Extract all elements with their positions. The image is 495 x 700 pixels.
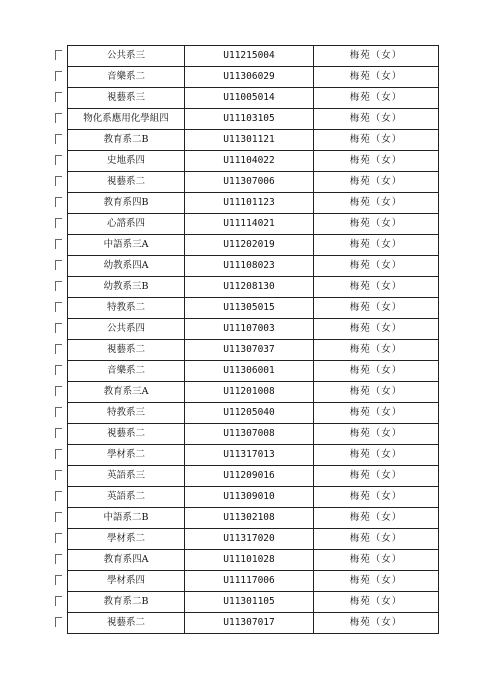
margin-bracket-mark (55, 92, 62, 102)
department-cell: 教育系四A (68, 550, 185, 571)
department-cell: 幼教系三B (68, 277, 185, 298)
department-cell: 教育系四B (68, 193, 185, 214)
student-id-cell: U11215004 (185, 46, 314, 67)
student-id-cell: U11305015 (185, 298, 314, 319)
margin-bracket-mark (55, 554, 62, 564)
department-cell: 中語系二B (68, 508, 185, 529)
margin-bracket-mark (55, 260, 62, 270)
student-id-cell: U11317013 (185, 445, 314, 466)
student-id-cell: U11202019 (185, 235, 314, 256)
student-id-cell: U11101028 (185, 550, 314, 571)
table-row (68, 88, 439, 109)
margin-bracket-mark (55, 281, 62, 291)
dormitory-cell: 梅苑（女） (314, 403, 439, 424)
student-id-cell: U11005014 (185, 88, 314, 109)
margin-bracket-mark (55, 218, 62, 228)
margin-bracket-mark (55, 407, 62, 417)
table-row (68, 214, 439, 235)
department-cell: 教育系二B (68, 592, 185, 613)
dormitory-cell: 梅苑（女） (314, 466, 439, 487)
table-row (68, 256, 439, 277)
department-cell: 教育系二B (68, 130, 185, 151)
dormitory-cell: 梅苑（女） (314, 298, 439, 319)
roster-body (68, 46, 439, 634)
margin-bracket-mark (55, 155, 62, 165)
department-cell: 公共系三 (68, 46, 185, 67)
margin-bracket-mark (55, 596, 62, 606)
student-id-cell: U11107003 (185, 319, 314, 340)
dormitory-cell: 梅苑（女） (314, 613, 439, 634)
department-cell: 史地系四 (68, 151, 185, 172)
dormitory-cell: 梅苑（女） (314, 319, 439, 340)
dormitory-cell: 梅苑（女） (314, 46, 439, 67)
student-id-cell: U11317020 (185, 529, 314, 550)
table-row (68, 550, 439, 571)
margin-bracket-mark (55, 50, 62, 60)
dormitory-cell: 梅苑（女） (314, 235, 439, 256)
student-id-cell: U11103105 (185, 109, 314, 130)
department-cell: 視藝系二 (68, 613, 185, 634)
dormitory-cell: 梅苑（女） (314, 361, 439, 382)
student-id-cell: U11205040 (185, 403, 314, 424)
student-id-cell: U11114021 (185, 214, 314, 235)
table-row (68, 382, 439, 403)
table-row (68, 277, 439, 298)
table-row (68, 130, 439, 151)
department-cell: 特教系二 (68, 298, 185, 319)
department-cell: 學材系二 (68, 445, 185, 466)
table-row (68, 340, 439, 361)
dormitory-cell: 梅苑（女） (314, 487, 439, 508)
margin-bracket-mark (55, 491, 62, 501)
dormitory-cell: 梅苑（女） (314, 424, 439, 445)
table-row (68, 445, 439, 466)
dormitory-cell: 梅苑（女） (314, 277, 439, 298)
dormitory-cell: 梅苑（女） (314, 130, 439, 151)
student-id-cell: U11117006 (185, 571, 314, 592)
student-id-cell: U11201008 (185, 382, 314, 403)
dormitory-cell: 梅苑（女） (314, 193, 439, 214)
student-id-cell: U11309010 (185, 487, 314, 508)
table-row (68, 466, 439, 487)
margin-bracket-mark (55, 512, 62, 522)
margin-bracket-mark (55, 470, 62, 480)
dormitory-cell: 梅苑（女） (314, 445, 439, 466)
dormitory-cell: 梅苑（女） (314, 571, 439, 592)
table-row (68, 172, 439, 193)
table-row (68, 508, 439, 529)
table-row (68, 67, 439, 88)
student-id-cell: U11306029 (185, 67, 314, 88)
dormitory-cell: 梅苑（女） (314, 550, 439, 571)
department-cell: 教育系三A (68, 382, 185, 403)
margin-bracket-mark (55, 575, 62, 585)
table-row (68, 487, 439, 508)
dormitory-cell: 梅苑（女） (314, 88, 439, 109)
margin-bracket-mark (55, 344, 62, 354)
margin-bracket-mark (55, 617, 62, 627)
table-row (68, 613, 439, 634)
student-id-cell: U11208130 (185, 277, 314, 298)
margin-bracket-mark (55, 302, 62, 312)
margin-bracket-mark (55, 176, 62, 186)
margin-bracket-mark (55, 71, 62, 81)
table-row (68, 361, 439, 382)
margin-bracket-mark (55, 386, 62, 396)
margin-bracket-mark (55, 239, 62, 249)
dormitory-cell: 梅苑（女） (314, 529, 439, 550)
dormitory-cell: 梅苑（女） (314, 592, 439, 613)
student-id-cell: U11301105 (185, 592, 314, 613)
table-row (68, 235, 439, 256)
department-cell: 視藝系三 (68, 88, 185, 109)
table-row (68, 592, 439, 613)
department-cell: 音樂系二 (68, 67, 185, 88)
margin-bracket-mark (55, 428, 62, 438)
table-row (68, 298, 439, 319)
student-id-cell: U11307017 (185, 613, 314, 634)
table-row (68, 193, 439, 214)
margin-bracket-mark (55, 365, 62, 375)
dormitory-cell: 梅苑（女） (314, 340, 439, 361)
table-row (68, 319, 439, 340)
table-row (68, 424, 439, 445)
department-cell: 特教系三 (68, 403, 185, 424)
dormitory-cell: 梅苑（女） (314, 256, 439, 277)
dorm-roster-table (67, 45, 439, 634)
student-id-cell: U11307008 (185, 424, 314, 445)
department-cell: 視藝系二 (68, 340, 185, 361)
student-id-cell: U11307006 (185, 172, 314, 193)
table-row (68, 571, 439, 592)
department-cell: 英語系二 (68, 487, 185, 508)
table-row (68, 529, 439, 550)
margin-bracket-mark (55, 323, 62, 333)
department-cell: 公共系四 (68, 319, 185, 340)
student-id-cell: U11307037 (185, 340, 314, 361)
student-id-cell: U11101123 (185, 193, 314, 214)
dormitory-cell: 梅苑（女） (314, 172, 439, 193)
department-cell: 英語系三 (68, 466, 185, 487)
margin-bracket-mark (55, 449, 62, 459)
department-cell: 視藝系二 (68, 172, 185, 193)
department-cell: 心諮系四 (68, 214, 185, 235)
department-cell: 視藝系二 (68, 424, 185, 445)
department-cell: 物化系應用化學組四 (68, 109, 185, 130)
margin-bracket-mark (55, 113, 62, 123)
student-id-cell: U11301121 (185, 130, 314, 151)
student-id-cell: U11306001 (185, 361, 314, 382)
department-cell: 幼教系四A (68, 256, 185, 277)
dormitory-cell: 梅苑（女） (314, 214, 439, 235)
dormitory-cell: 梅苑（女） (314, 151, 439, 172)
student-id-cell: U11104022 (185, 151, 314, 172)
dormitory-cell: 梅苑（女） (314, 109, 439, 130)
table-row (68, 46, 439, 67)
margin-bracket-mark (55, 134, 62, 144)
table-row (68, 109, 439, 130)
table-row (68, 403, 439, 424)
student-id-cell: U11108023 (185, 256, 314, 277)
department-cell: 中語系三A (68, 235, 185, 256)
margin-bracket-mark (55, 533, 62, 543)
dormitory-cell: 梅苑（女） (314, 508, 439, 529)
student-id-cell: U11302108 (185, 508, 314, 529)
department-cell: 音樂系二 (68, 361, 185, 382)
margin-bracket-mark (55, 197, 62, 207)
department-cell: 學材系二 (68, 529, 185, 550)
dormitory-cell: 梅苑（女） (314, 67, 439, 88)
table-row (68, 151, 439, 172)
department-cell: 學材系四 (68, 571, 185, 592)
student-id-cell: U11209016 (185, 466, 314, 487)
dormitory-cell: 梅苑（女） (314, 382, 439, 403)
